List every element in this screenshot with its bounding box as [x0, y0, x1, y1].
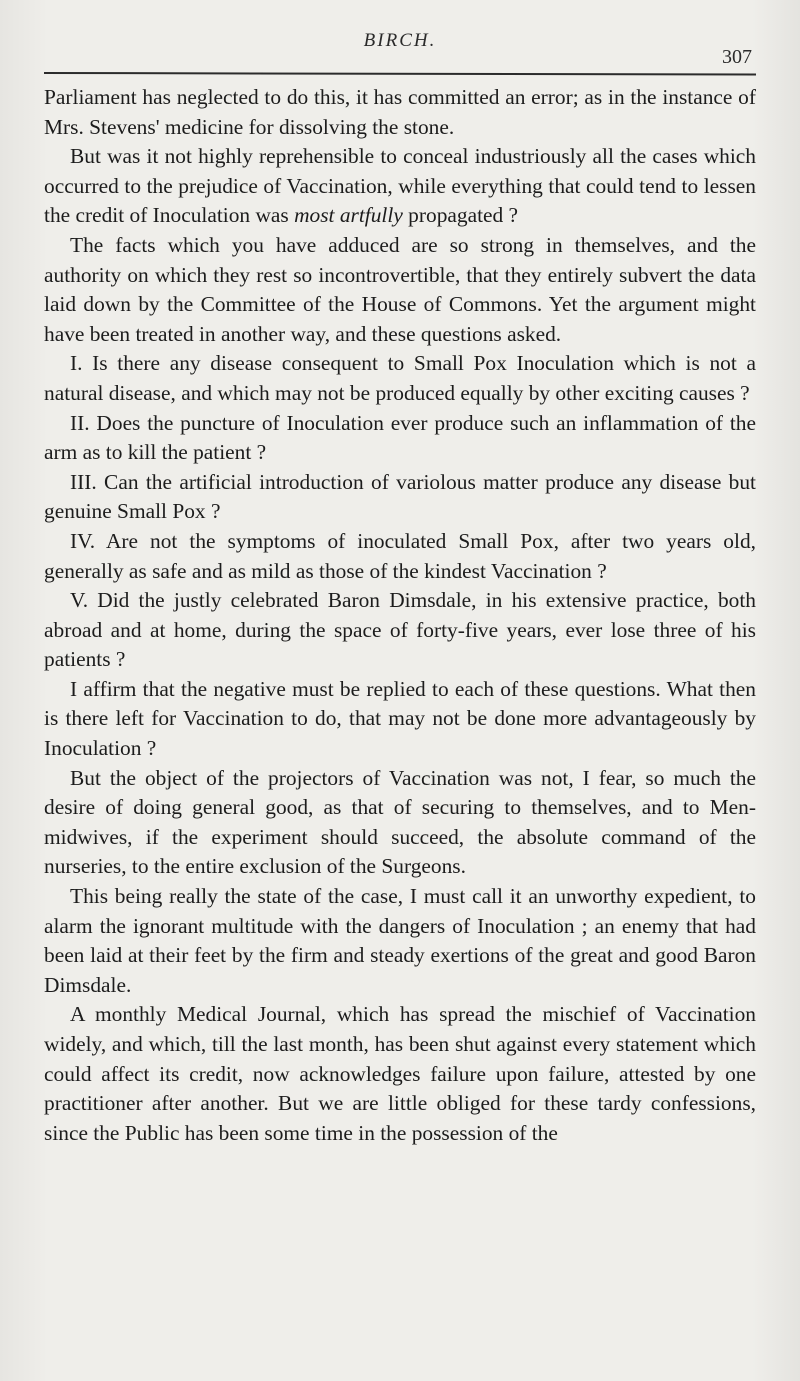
paragraph-2-emphasis: most artfully — [294, 203, 403, 228]
paragraph-6: This being really the state of the case, I must call it an unworthy expedient, to alarm the ignorant multitude with the dangers of Inoculation ; an enemy that had been laid at their feet by the firm and steady exertions of the great and good Baron Dimsdale. — [44, 884, 756, 997]
running-title: BIRCH. — [363, 30, 437, 51]
question-3: III. Can the artificial introduction of variolous matter produce any disease but genuine Small Pox ? — [44, 469, 756, 524]
header-rule — [44, 72, 756, 75]
paragraph-2 — [44, 142, 756, 231]
question-2: II. Does the puncture of Inoculation ever produce such an inflammation of the arm as to kill the patient ? — [44, 410, 756, 465]
question-5: V. Did the justly celebrated Baron Dimsdale, in his extensive practice, both abroad and at home, during the space of forty-five years, ever lose three of his patients ? — [44, 588, 756, 672]
paragraph-1: Parliament has neglected to do this, it has committed an error; as in the instance of Mrs. Stevens' medicine for dissolving the stone. — [44, 85, 756, 139]
paragraph-3: The facts which you have adduced are so strong in themselves, and the authority on which they rest so incontrovertible, that they entirely subvert the data laid down by the Committee of the House of Commons. Yet the argument might have been treated in another way, and these questions asked. — [44, 232, 756, 346]
question-4: IV. Are not the symptoms of inoculated Small Pox, after two years old, generally as safe and as mild as those of the kindest Vaccination ? — [44, 528, 756, 583]
body-text — [44, 83, 756, 1148]
paragraph-7: A monthly Medical Journal, which has spread the mischief of Vaccination widely, and which, till the last month, has been shut against every statement which could affect its credit, now acknowledges failure upon failure, attested by one practitioner after another. But we are little obliged for these tardy confessions, since the Public has been some time in the possession of the — [44, 1002, 756, 1145]
paragraph-2-text-a: But was it not highly reprehensible to conceal industriously all the cases which occurred to the prejudice of Vaccination, while everything that could tend to lessen the credit of Inoculation was — [44, 144, 756, 228]
paragraph-2-text-b: propagated ? — [402, 203, 519, 228]
question-1: I. Is there any disease consequent to Small Pox Inoculation which is not a natural disease, and which may not be produced equally by other exciting causes ? — [44, 351, 756, 405]
paragraph-5: But the object of the projectors of Vaccination was not, I fear, so much the desire of doing general good, as that of securing to themselves, and to Men-midwives, if the experiment should succeed, the absolute command of the nurseries, to the entire exclusion of the Surgeons. — [44, 765, 756, 879]
paragraph-4: I affirm that the negative must be replied to each of these questions. What then is there left for Vaccination to do, that may not be done more advantageously by Inoculation ? — [44, 676, 756, 761]
page-number: 307 — [722, 46, 752, 68]
